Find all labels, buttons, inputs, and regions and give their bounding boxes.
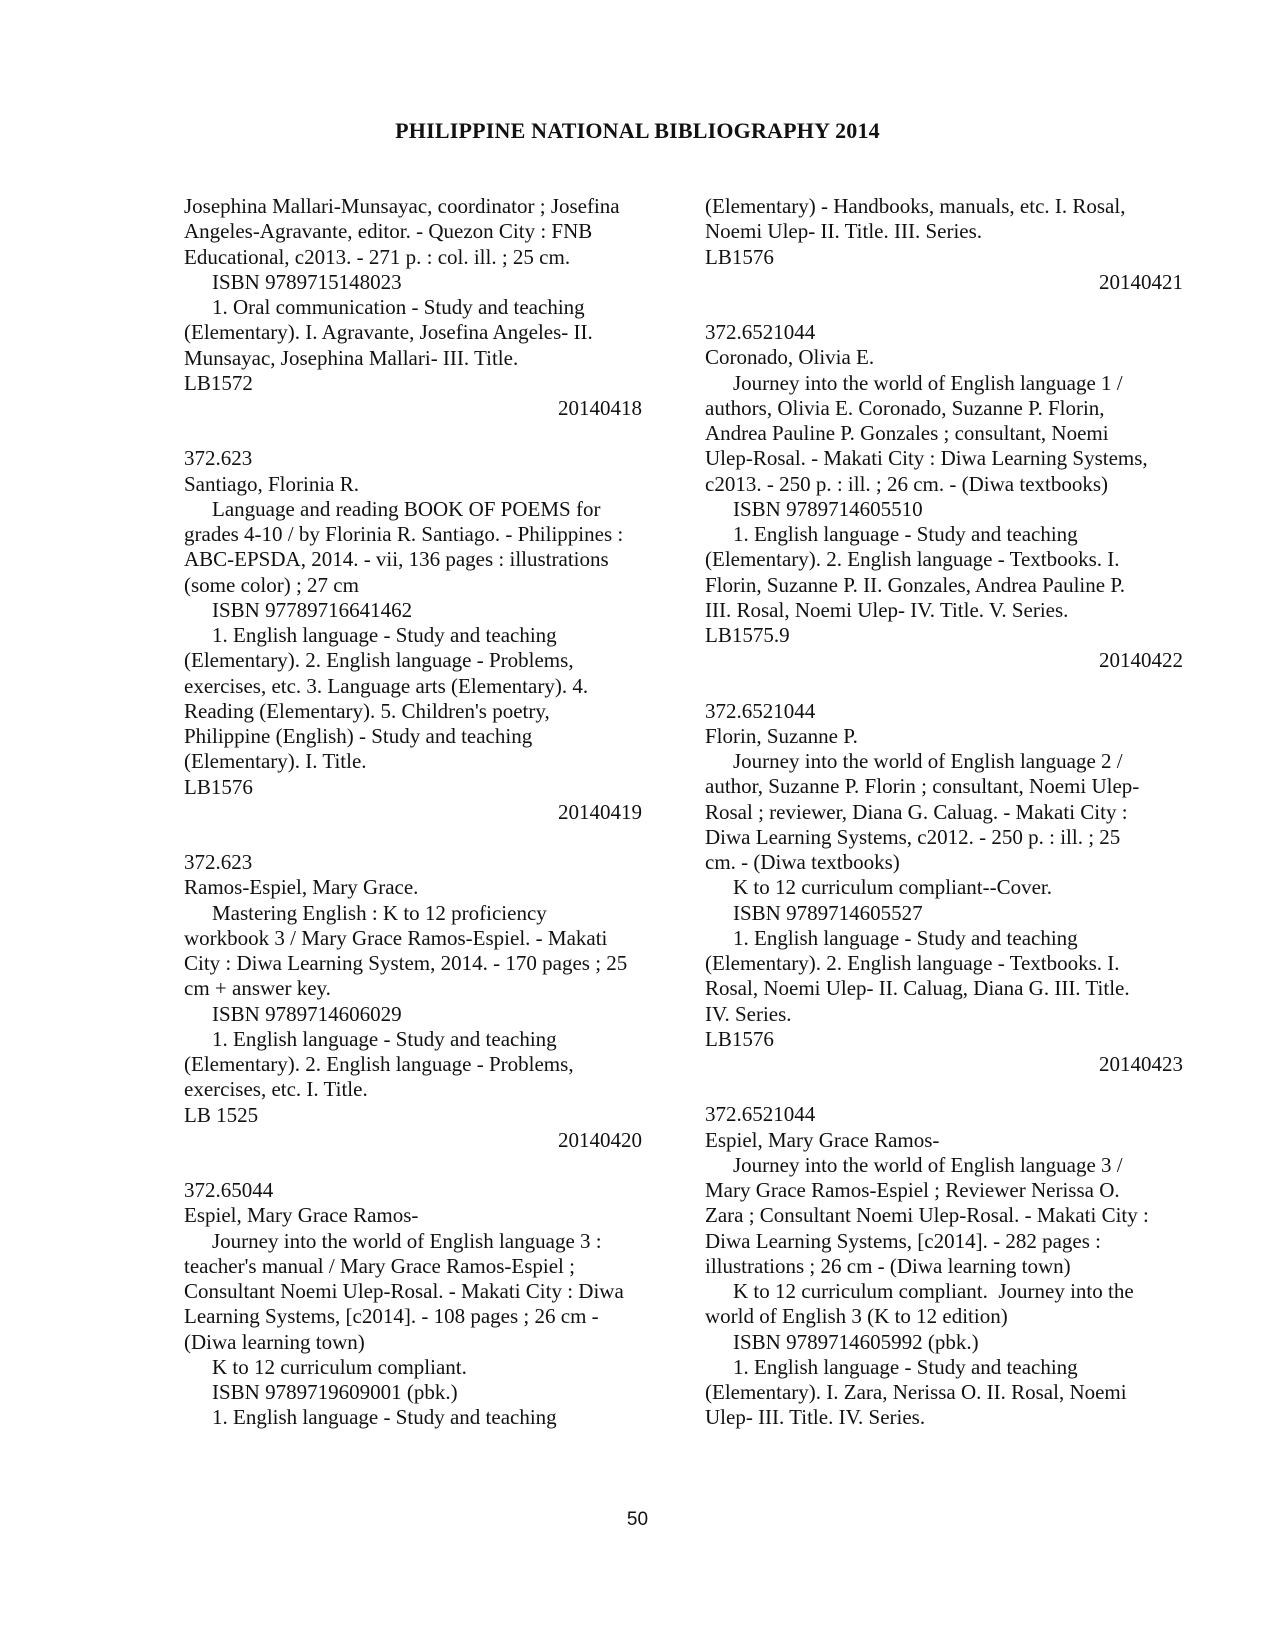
entry-line: cm + answer key. [184,976,331,1001]
entry-line: grades 4-10 / by Florinia R. Santiago. - Philippines : [184,522,624,546]
entry-line: Diwa Learning Systems, c2012. - 250 p. : ill. ; 25 [705,824,1121,849]
entry-line: exercises, etc. 3. Language arts (Elementary). 4. [184,673,589,698]
entry-line: 372.65044 [184,1178,274,1202]
entry-line: c2013. - 250 p. : ill. ; 26 cm. - (Diwa textbooks) [705,471,1109,496]
entry-line: 372.6521044 [705,698,816,723]
entry-line: Diwa Learning Systems, [c2014]. - 282 pages : [705,1228,1101,1253]
entry-line: exercises, etc. I. Title. [184,1077,368,1102]
entry-line: LB1572 [184,370,253,395]
entry-line: ISBN 9789714605510 [733,496,923,521]
entry-line: ISBN 9789714606029 [212,1001,402,1026]
entry-separator [184,421,642,446]
entry-line: 20140423 [1099,1052,1183,1076]
entry-line: Coronado, Olivia E. [705,345,875,370]
entry-line: City : Diwa Learning System, 2014. - 170 pages ; 25 [184,951,628,975]
entry-line: (some color) ; 27 cm [184,572,359,597]
entry-line: IV. Series. [705,1001,792,1026]
entry-line: 372.623 [184,446,253,471]
page-number: 50 [626,1509,649,1530]
entry-line: Rosal, Noemi Ulep- II. Caluag, Diana G. III. Title. [705,976,1130,1001]
entry-line: Learning Systems, [c2014]. - 108 pages ; 26 cm - [184,1304,599,1329]
entry-line: ISBN 9789715148023 [212,269,402,294]
entry-line: teacher's manual / Mary Grace Ramos-Espiel ; [184,1253,575,1278]
entry-line: Mastering English : K to 12 proficiency [212,900,547,925]
entry-line: 1. English language - Study and teaching [212,623,557,647]
entry-line: K to 12 curriculum compliant--Cover. [733,875,1053,900]
entry-line: author, Suzanne P. Florin ; consultant, Noemi Ulep- [705,774,1140,799]
entry-line: ABC-EPSDA, 2014. - vii, 136 pages : illustrations [184,547,609,572]
entry-line: (Elementary). 2. English language - Problems, [184,648,574,673]
entry-line: 1. Oral communication - Study and teaching [212,295,585,319]
entry-line: ISBN 9789719609001 (pbk.) [212,1380,458,1404]
entry-separator [184,1153,642,1178]
entry-line: LB1575.9 [705,623,790,647]
entry-line: Rosal ; reviewer, Diana G. Caluag. - Makati City : [705,799,1128,824]
entry-line: K to 12 curriculum compliant. [212,1354,467,1379]
entry-separator [705,295,1183,320]
entry-separator [705,674,1183,699]
entry-line: Zara ; Consultant Noemi Ulep-Rosal. - Makati City : [705,1203,1149,1228]
entry-line: Journey into the world of English language 2 / [733,749,1123,773]
page-title: PHILIPPINE NATIONAL BIBLIOGRAPHY 2014 [395,118,880,143]
entry-line: world of English 3 (K to 12 edition) [705,1304,1008,1329]
entry-line: 1. English language - Study and teaching [733,1354,1078,1379]
entry-line: authors, Olivia E. Coronado, Suzanne P. Florin, [705,395,1105,420]
entry-line: (Elementary). 2. English language - Textbooks. I. [705,547,1120,572]
entry-line: ISBN 97789716641462 [212,597,413,622]
entry-line: Espiel, Mary Grace Ramos- [705,1127,940,1152]
entry-line: Santiago, Florinia R. [184,471,359,496]
entry-line: 1. English language - Study and teaching [212,1026,557,1051]
entry-line: 372.623 [184,850,253,874]
entry-line: Josephina Mallari-Munsayac, coordinator ; Josefina [184,194,620,218]
entry-line: 1. English language - Study and teaching [733,925,1078,950]
left-column [184,194,642,1431]
entry-line: Espiel, Mary Grace Ramos- [184,1203,419,1228]
entry-line: LB1576 [705,244,774,269]
entry-line: Journey into the world of English language 3 : [212,1228,602,1253]
entry-line: Consultant Noemi Ulep-Rosal. - Makati City : Diwa [184,1279,624,1303]
entry-line: 372.6521044 [705,320,816,344]
entry-line: LB 1525 [184,1102,259,1127]
entry-line: 20140419 [558,799,642,824]
entry-line: 20140421 [1099,269,1183,294]
entry-line: LB1576 [184,774,253,799]
entry-line: workbook 3 / Mary Grace Ramos-Espiel. - Makati [184,925,608,950]
entry-line: (Elementary). I. Zara, Nerissa O. II. Rosal, Noemi [705,1380,1127,1404]
entry-line: III. Rosal, Noemi Ulep- IV. Title. V. Series. [705,597,1069,622]
entry-line: Florin, Suzanne P. II. Gonzales, Andrea Pauline P. [705,572,1125,597]
entry-line: Ulep-Rosal. - Makati City : Diwa Learning Systems, [705,446,1148,471]
entry-line: Reading (Elementary). 5. Children's poetry, [184,698,550,723]
entry-line: (Diwa learning town) [184,1329,365,1354]
entry-line: (Elementary) - Handbooks, manuals, etc. I. Rosal, [705,194,1126,218]
entry-separator [184,825,642,850]
entry-line: Munsayac, Josephina Mallari- III. Title. [184,345,519,370]
entry-line: cm. - (Diwa textbooks) [705,850,900,874]
right-column [705,194,1183,1431]
entry-line: (Elementary). I. Agravante, Josefina Angeles- II. [184,320,593,345]
entry-line: Journey into the world of English language 1 / [733,370,1123,395]
entry-line: (Elementary). 2. English language - Problems, [184,1052,574,1076]
entry-line: LB1576 [705,1026,774,1051]
entry-line: Andrea Pauline P. Gonzales ; consultant, Noemi [705,421,1109,445]
entry-line: 1. English language - Study and teaching [733,522,1078,546]
entry-line: ISBN 9789714605992 (pbk.) [733,1329,979,1354]
entry-line: (Elementary). 2. English language - Textbooks. I. [705,951,1120,975]
entry-line: K to 12 curriculum compliant. Journey into the [733,1279,1134,1303]
entry-line: 1. English language - Study and teaching [212,1405,557,1430]
entry-line: 20140422 [1099,648,1183,673]
entry-line: 20140418 [558,396,642,420]
entry-line: 20140420 [558,1127,642,1152]
entry-line: Philippine (English) - Study and teaching [184,724,533,748]
entry-line: Educational, c2013. - 271 p. : col. ill. ; 25 cm. [184,244,571,269]
entry-line: Ulep- III. Title. IV. Series. [705,1405,926,1430]
entry-line: ISBN 9789714605527 [733,900,923,925]
entry-line: Angeles-Agravante, editor. - Quezon City : FNB [184,219,593,244]
entry-line: Language and reading BOOK OF POEMS for [212,496,601,521]
entry-line: Florin, Suzanne P. [705,723,858,748]
entry-line: Journey into the world of English language 3 / [733,1152,1123,1177]
entry-separator [705,1077,1183,1102]
entry-line: 372.6521044 [705,1102,816,1127]
entry-line: Mary Grace Ramos-Espiel ; Reviewer Nerissa O. [705,1178,1120,1202]
entry-line: Noemi Ulep- II. Title. III. Series. [705,219,983,244]
entry-line: Ramos-Espiel, Mary Grace. [184,875,419,900]
entry-line: (Elementary). I. Title. [184,749,367,774]
entry-line: illustrations ; 26 cm - (Diwa learning town) [705,1253,1071,1278]
